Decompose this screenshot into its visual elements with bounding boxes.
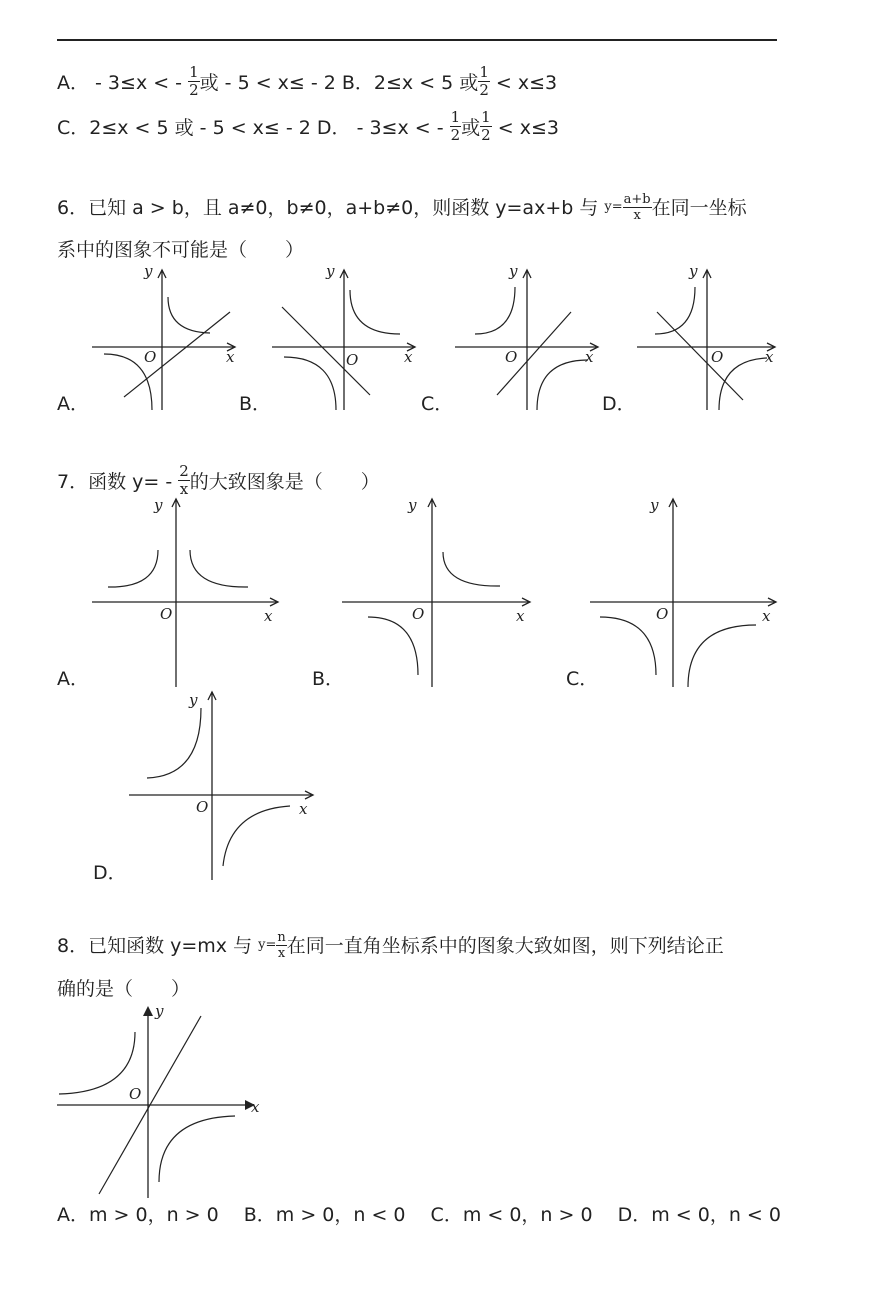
- x-label: x: [404, 348, 413, 366]
- y-label: y: [408, 496, 417, 514]
- y-label: y: [155, 1002, 164, 1020]
- y-arrow: [143, 1006, 153, 1016]
- hyperbola-branch: [600, 617, 656, 675]
- q6-stem: 6．已知 a > b，且 a≠0，b≠0，a+b≠0，则函数 y=ax+b 与 y= $\frac{a+b}{x}$ 在同一坐标: [57, 192, 747, 223]
- origin-label: O: [160, 605, 173, 623]
- hyperbola-branch: [223, 806, 290, 866]
- hyperbola-branch: [368, 617, 418, 675]
- q8-answer-options: A．m > 0，n > 0 B．m > 0，n < 0 C．m < 0，n > 0 D．m < 0，n < 0: [57, 1204, 781, 1226]
- hyperbola-branch: [108, 550, 158, 587]
- q6-graph-d: [635, 262, 785, 412]
- origin-label: O: [129, 1085, 142, 1103]
- q8-stem-line-2: 确的是（ ）: [57, 978, 191, 1000]
- q7-option-d: D．: [93, 862, 127, 884]
- origin-label: O: [505, 348, 518, 366]
- x-label: x: [765, 348, 774, 366]
- q5-options-line-1: A． - 3≤x < - $\frac{1}{2}$ 或 - 5 < x≤ - 2 B．2≤x < 5 或 $\frac{1}{2}$ < x≤3: [57, 63, 558, 99]
- y-label: y: [154, 496, 163, 514]
- x-label: x: [226, 348, 235, 366]
- origin-label: O: [412, 605, 425, 623]
- hyperbola-branch: [147, 708, 201, 778]
- origin-label: O: [711, 348, 724, 366]
- hyperbola-branch: [190, 550, 248, 587]
- q8-graph: [55, 1002, 265, 1202]
- q6-graph-a: [90, 262, 240, 412]
- hyperbola-branch: [719, 358, 767, 410]
- q6-option-d: D．: [602, 393, 636, 415]
- origin-label: O: [656, 605, 669, 623]
- q6-graph-b: [270, 262, 420, 412]
- q5-options-line-2: C．2≤x < 5 或 - 5 < x≤ - 2 D． - 3≤x < - $\frac{1}{2}$ 或 $\frac{1}{2}$ < x≤3: [57, 108, 559, 144]
- hyperbola-branch: [537, 360, 588, 410]
- q7-stem: 7．函数 y= - $\frac{2}{x}$ 的大致图象是（ ）: [57, 462, 380, 498]
- q7-option-c: C．: [566, 668, 599, 690]
- hyperbola-branch: [284, 357, 336, 410]
- q7-option-b: B．: [312, 668, 345, 690]
- hyperbola-branch: [168, 297, 210, 333]
- hyperbola-branch: [475, 287, 515, 334]
- top-rule: [57, 39, 777, 41]
- x-label: x: [299, 800, 308, 818]
- y-label: y: [509, 262, 518, 280]
- q6-option-c: C．: [421, 393, 454, 415]
- y-label: y: [144, 262, 153, 280]
- hyperbola-branch: [688, 625, 756, 687]
- y-label: y: [189, 691, 198, 709]
- fraction: $\frac{1}{2}$: [189, 63, 199, 99]
- line-graph: [657, 312, 743, 400]
- line-graph: [124, 312, 230, 397]
- y-label: y: [326, 262, 335, 280]
- q6-option-a: A．: [57, 393, 89, 415]
- q7-graph-b: [340, 495, 535, 690]
- y-label: y: [650, 496, 659, 514]
- fraction: $\frac{1}{2}$: [479, 63, 489, 99]
- q7-graph-a: [90, 495, 285, 690]
- q7-graph-c: [588, 495, 783, 690]
- x-label: x: [251, 1098, 260, 1116]
- q8-stem: 8．已知函数 y=mx 与 y= $\frac{n}{x}$ 在同一直角坐标系中的图象大致如图，则下列结论正: [57, 930, 724, 961]
- formula: y= $\frac{a+b}{x}$: [604, 192, 651, 223]
- fraction: $\frac{1}{2}$: [450, 108, 461, 144]
- q6-option-b: B．: [239, 393, 272, 415]
- hyperbola-branch: [655, 287, 695, 334]
- y-label: y: [689, 262, 698, 280]
- q6-stem-line-2: 系中的图象不可能是（ ）: [57, 239, 305, 261]
- hyperbola-branch: [159, 1116, 235, 1182]
- q7-graph-d: [125, 688, 320, 883]
- x-label: x: [516, 607, 525, 625]
- q6-graph-c: [453, 262, 603, 412]
- hyperbola-branch: [350, 290, 400, 334]
- fraction: $\frac{2}{x}$: [179, 462, 189, 498]
- q7-option-a: A．: [57, 668, 89, 690]
- fraction: $\frac{1}{2}$: [481, 108, 491, 144]
- origin-label: O: [346, 351, 359, 369]
- origin-label: O: [196, 798, 209, 816]
- x-label: x: [585, 348, 594, 366]
- hyperbola-branch: [59, 1032, 135, 1094]
- x-label: x: [762, 607, 771, 625]
- formula: y= $\frac{n}{x}$: [258, 930, 286, 961]
- origin-label: O: [144, 348, 157, 366]
- hyperbola-branch: [443, 552, 500, 586]
- x-label: x: [264, 607, 273, 625]
